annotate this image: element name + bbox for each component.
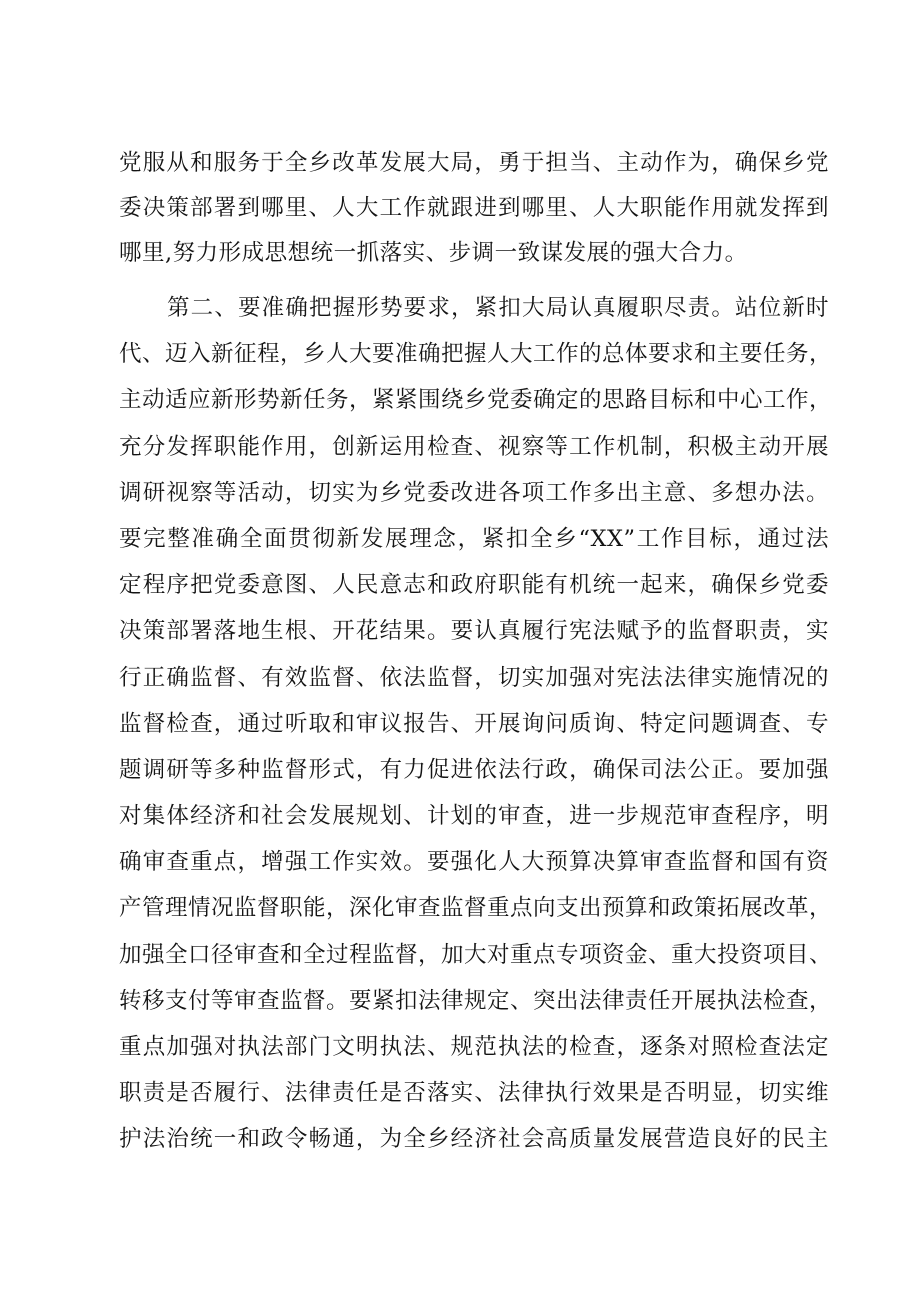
text-line-6: 主动适应新形势新任务，紧紧围绕乡党委确定的思路目标和中心工作， xyxy=(119,387,833,413)
text-line-14: 题调研等多种监督形式，有力促进依法行政，确保司法公正。要加强 xyxy=(119,757,829,783)
text-line-5: 代、迈入新征程，乡人大要准确把握人大工作的总体要求和主要任务， xyxy=(119,341,833,367)
text-line-18: 加强全口径审查和全过程监督，加大对重点专项资金、重大投资项目、 xyxy=(119,942,833,968)
text-line-11: 决策部署落地生根、开花结果。要认真履行宪法赋予的监督职责，实 xyxy=(119,618,829,644)
text-line-15: 对集体经济和社会发展规划、计划的审查，进一步规范审查程序，明 xyxy=(119,803,829,829)
text-line-7: 充分发挥职能作用，创新运用检查、视察等工作机制，积极主动开展 xyxy=(119,434,829,460)
text-line-20: 重点加强对执法部门文明执法、规范执法的检查，逐条对照检查法定 xyxy=(119,1034,829,1060)
text-line-21: 职责是否履行、法律责任是否落实、法律执行效果是否明显，切实维 xyxy=(119,1080,829,1106)
text-line-9: 要完整准确全面贯彻新发展理念，紧扣全乡“XX”工作目标，通过法 xyxy=(119,526,829,552)
text-line-12: 行正确监督、有效监督、依法监督，切实加强对宪法法律实施情况的 xyxy=(119,665,829,691)
text-line-4: 第二、要准确把握形势要求，紧扣大局认真履职尽责。站位新时 xyxy=(167,295,829,321)
text-line-8: 调研视察等活动，切实为乡党委改进各项工作多出主意、多想办法。 xyxy=(119,480,829,506)
text-line-1: 党服从和服务于全乡改革发展大局，勇于担当、主动作为，确保乡党 xyxy=(119,150,829,176)
text-line-13: 监督检查，通过听取和审议报告、开展询问质询、特定问题调查、专 xyxy=(119,711,829,737)
text-line-19: 转移支付等审查监督。要紧扣法律规定、突出法律责任开展执法检查， xyxy=(119,988,833,1014)
text-line-3: 哪里,努力形成思想统一抓落实、步调一致谋发展的强大合力。 xyxy=(119,240,748,266)
text-line-17: 产管理情况监督职能，深化审查监督重点向支出预算和政策拓展改革， xyxy=(119,895,833,921)
text-line-16: 确审查重点，增强工作实效。要强化人大预算决算审查监督和国有资 xyxy=(119,849,829,875)
text-line-22: 护法治统一和政令畅通，为全乡经济社会高质量发展营造良好的民主 xyxy=(119,1126,829,1152)
text-line-10: 定程序把党委意图、人民意志和政府职能有机统一起来，确保乡党委 xyxy=(119,572,829,598)
text-line-2: 委决策部署到哪里、人大工作就跟进到哪里、人大职能作用就发挥到 xyxy=(119,195,829,221)
